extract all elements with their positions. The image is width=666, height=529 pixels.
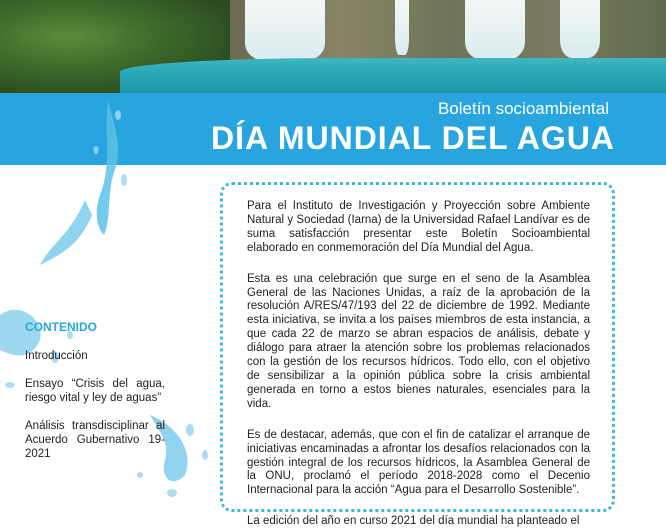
article-paragraph: Es de destacar, además, que con el fin de catalizar el arranque de iniciativas encaminadas a afrontar los desafíos relacionados con la gestión integral de los recursos hídricos, la Asamblea General de la ONU, proclamó el período 2018-2028 como el Decenio Internacional para la acción “Agua para el Desarrollo Sostenible”. [247,428,590,497]
intro-article-box [220,182,615,528]
contents-heading: CONTENIDO [25,320,97,334]
table-of-contents [25,320,165,475]
hero-waterfall [560,0,600,58]
hero-pool [120,58,666,93]
contents-item[interactable]: Introducción [25,350,88,362]
hero-waterfall-photo [0,0,666,93]
article-paragraph: La edición del año en curso 2021 del día mundial ha planteado el [247,515,580,528]
hero-waterfall [465,0,525,60]
bulletin-subtitle: Boletín socioambiental [437,99,609,118]
hero-waterfall [245,0,325,62]
contents-item[interactable]: Análisis transdisciplinar al Acuerdo Gubernativo 19-2021 [25,420,165,460]
article-paragraph: Esta es una celebración que surge en el seno de la Asamblea General de las Naciones Unidas, a raíz de la aprobación de la resolución A/RES/47/193 del 22 de diciembre de 1992. Mediante esta iniciativa, se invita a los países miembros de esta instancia, a que cada 22 de marzo se abran espacios de análisis, debate y diálogo para atraer la atención sobre los problemas relacionados con la gestión de los recursos hídricos. Todo ello, con el objetivo de sensibilizar a la opinión pública sobre la crisis ambiental generada en torno a estos bienes naturales, esenciales para la vida. [247,272,590,410]
contents-item[interactable]: Ensayo “Crisis del agua, riesgo vital y ley de aguas” [25,378,165,404]
article-paragraph: Para el Instituto de Investigación y Proyección sobre Ambiente Natural y Sociedad (Iarna) de la Universidad Rafael Landívar es de suma satisfacción presentar este Boletín Socioambiental elaborado en conmemoración del Día Mundial del Agua. [247,200,590,254]
hero-waterfall [395,0,409,55]
bulletin-title: DÍA MUNDIAL DEL AGUA [211,120,615,156]
